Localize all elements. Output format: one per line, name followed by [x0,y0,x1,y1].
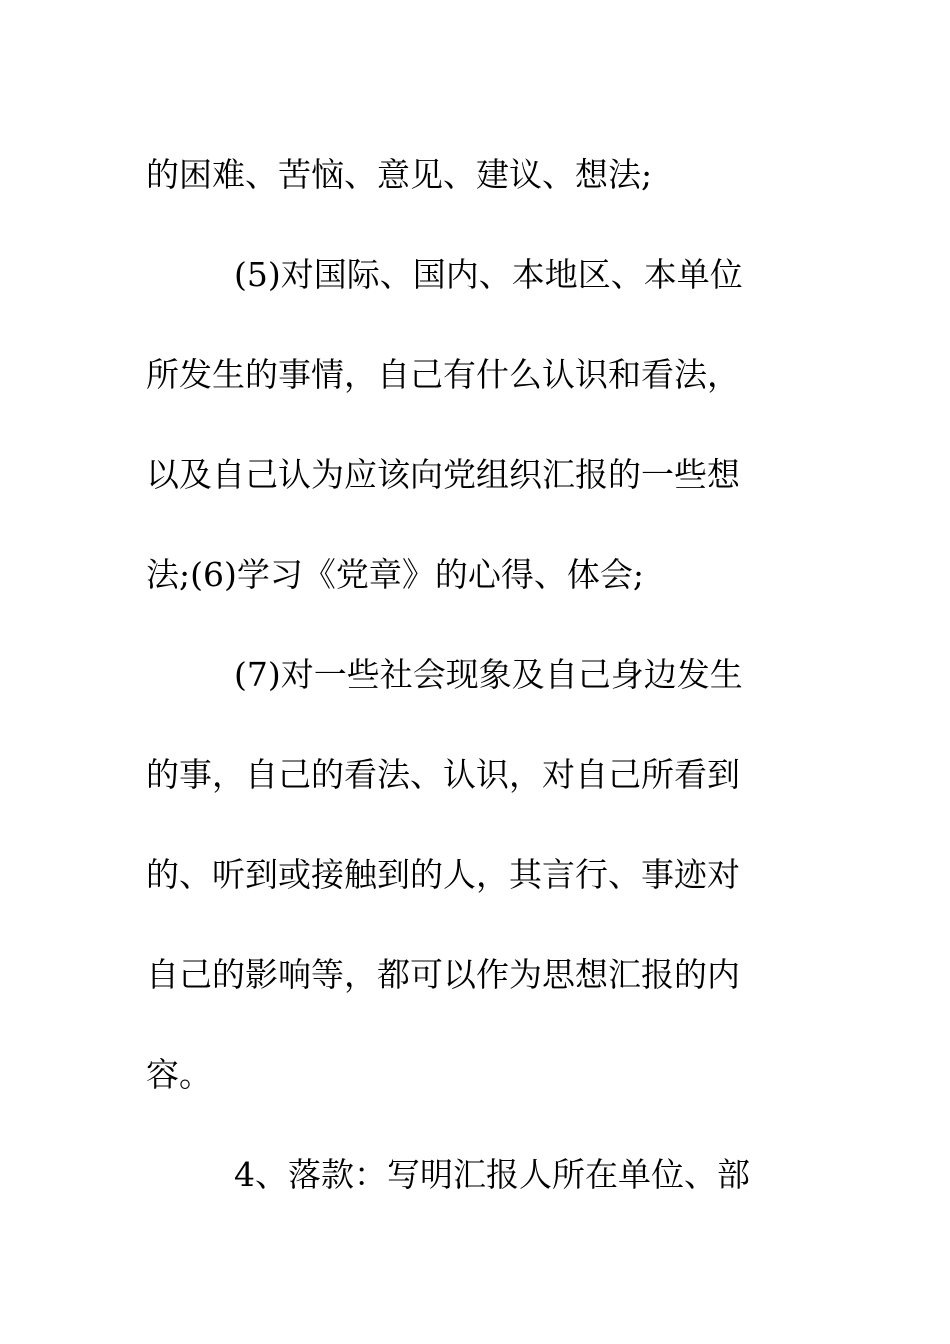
text-line-1: 的困难、苦恼、意见、建议、想法; [146,155,653,194]
text-line-6: (7)对一些社会现象及自己身边发生 [234,655,743,694]
text-line-9: 自己的影响等，都可以作为思想汇报的内 [146,955,740,994]
text-line-2: (5)对国际、国内、本地区、本单位 [234,255,743,294]
text-line-10: 容。 [146,1055,212,1094]
text-line-5: 法;(6)学习《党章》的心得、体会; [146,555,644,594]
text-line-7: 的事，自己的看法、认识，对自己所看到 [146,755,740,794]
text-line-11: 4、落款：写明汇报人所在单位、部 [234,1155,750,1194]
text-line-8: 的、听到或接触到的人，其言行、事迹对 [146,855,740,894]
text-line-3: 所发生的事情，自己有什么认识和看法， [146,355,740,394]
text-line-4: 以及自己认为应该向党组织汇报的一些想 [146,455,740,494]
document-body [146,125,786,1225]
